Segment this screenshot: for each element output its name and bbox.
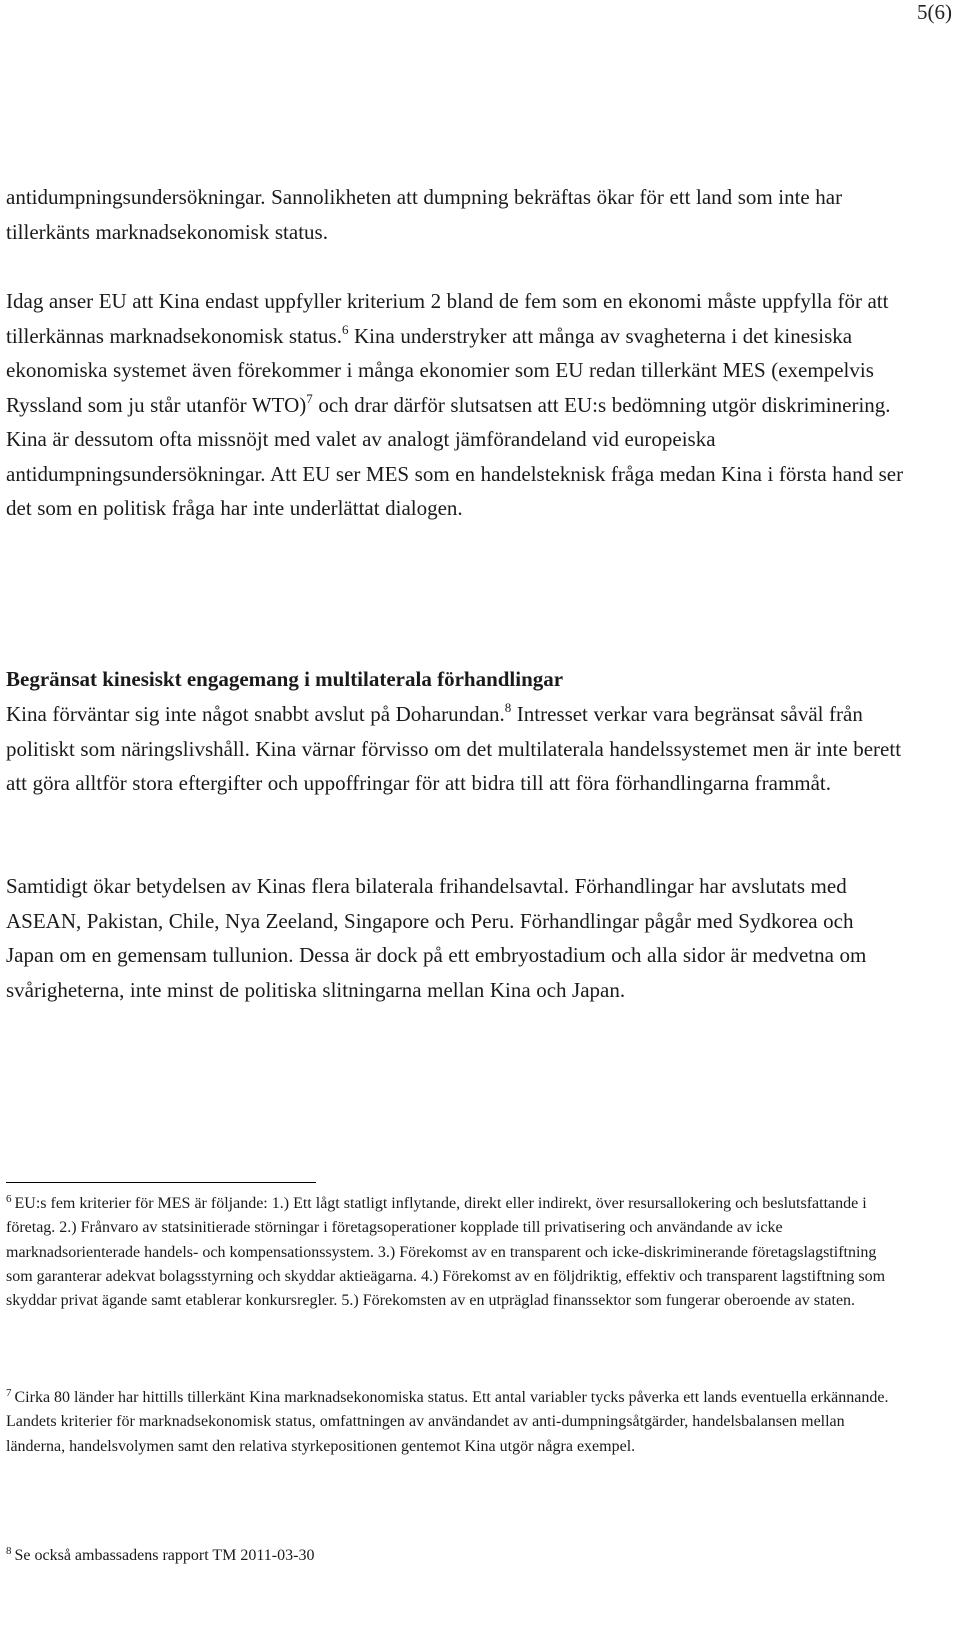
- footnote-7: [6, 1386, 906, 1459]
- footnote-6-mark: 6: [6, 1192, 12, 1205]
- section-heading: Begränsat kinesiskt engagemang i multilaterala förhandlingar: [6, 667, 564, 691]
- paragraph-2: [6, 284, 906, 526]
- paragraph-2-text-c: och drar därför slutsatsen att EU:s bedömning utgör diskriminering. Kina är dessutom ofta missnöjt med valet av analogt jämförandeland vid europeiska antidumpningsundersökningar. Att EU ser MES som en handelsteknisk fråga medan Kina i första hand ser det som en politisk fråga har inte underlättat dialogen.: [6, 392, 904, 520]
- footnote-ref-6[interactable]: 6: [341, 321, 349, 337]
- footnote-7-mark: 7: [6, 1386, 12, 1399]
- footnote-8: [6, 1544, 906, 1568]
- footnote-8-text: Se också ambassadens rapport TM 2011-03-30: [14, 1547, 315, 1564]
- footnote-6: [6, 1192, 906, 1313]
- footnote-ref-7[interactable]: 7: [306, 390, 313, 406]
- paragraph-2-text-b: Kina understryker att många av svagheterna i det kinesiska ekonomiska systemet även förekommer i många ekonomier som EU redan tillerkänt MES (exempelvis Ryssland som ju står utanför WTO): [6, 323, 874, 417]
- footnote-7-text: Cirka 80 länder har hittills tillerkänt Kina marknadsekonomiska status. Ett antal variabler tycks påverka ett lands eventuella erkännande. Landets kriterier för marknadsekonomisk status, omfattningen av användandet av anti-dumpningsåtgärder, handelsbalansen mellan länderna, handelsvolymen samt den relativa styrkepositionen gentemot Kina utgör några exempel.: [6, 1389, 889, 1455]
- paragraph-3: [6, 697, 906, 801]
- paragraph-2-text-a: Idag anser EU att Kina endast uppfyller kriterium 2 bland de fem som en ekonomi måste uppfylla för att tillerkännas marknadsekonomisk status.: [6, 289, 889, 348]
- paragraph-1: [6, 180, 906, 249]
- footnote-6-text: EU:s fem kriterier för MES är följande: 1.) Ett lågt statligt inflytande, direkt eller indirekt, över resursallokering och beslutsfattande i företag. 2.) Frånvaro av statsinitierade störningar i företagsoperationer kopplade till privatisering och användande av icke marknadsorienterade handels- och kompensationssystem. 3.) Förekomst av en transparent och icke-diskriminerande företagslagstiftning som garanterar adekvat bolagsstyrning och skyddar aktieägarna. 4.) Förekomst av en följdriktig, effektiv och transparent lagstiftning som skyddar privat ägande samt etablerar konkursregler. 5.) Förekomsten av en utpräglad finanssektor som fungerar oberoende av staten.: [6, 1195, 886, 1310]
- footnote-ref-8[interactable]: 8: [504, 700, 512, 715]
- paragraph-1-text: antidumpningsundersökningar. Sannolikheten att dumpning bekräftas ökar för ett land som inte har tillerkänts marknadsekonomisk status.: [6, 185, 843, 244]
- paragraph-4-text: Samtidigt ökar betydelsen av Kinas flera bilaterala frihandelsavtal. Förhandlingar har avslutats med ASEAN, Pakistan, Chile, Nya Zeeland, Singapore och Peru. Förhandlingar pågår med Sydkorea och Japan om en gemensam tullunion. Dessa är dock på ett embryostadium och alla sidor är medvetna om svårigheterna, inte minst de politiska slitningarna mellan Kina och Japan.: [6, 874, 867, 1002]
- paragraph-4: [6, 869, 906, 1007]
- paragraph-3-text-a: Kina förväntar sig inte något snabbt avslut på Doharundan.: [6, 702, 505, 726]
- footnote-8-mark: 8: [6, 1544, 12, 1557]
- footnote-separator: [6, 1182, 316, 1183]
- page-number: 5(6): [917, 0, 952, 24]
- paragraph-3-text-b: Intresset verkar vara begränsat såväl från politiskt som näringslivshåll. Kina värnar förvisso om det multilaterala handelssystemet men är inte berett att göra alltför stora eftergifter och uppoffringar för att bidra till att föra förhandlingarna frammåt.: [6, 702, 902, 795]
